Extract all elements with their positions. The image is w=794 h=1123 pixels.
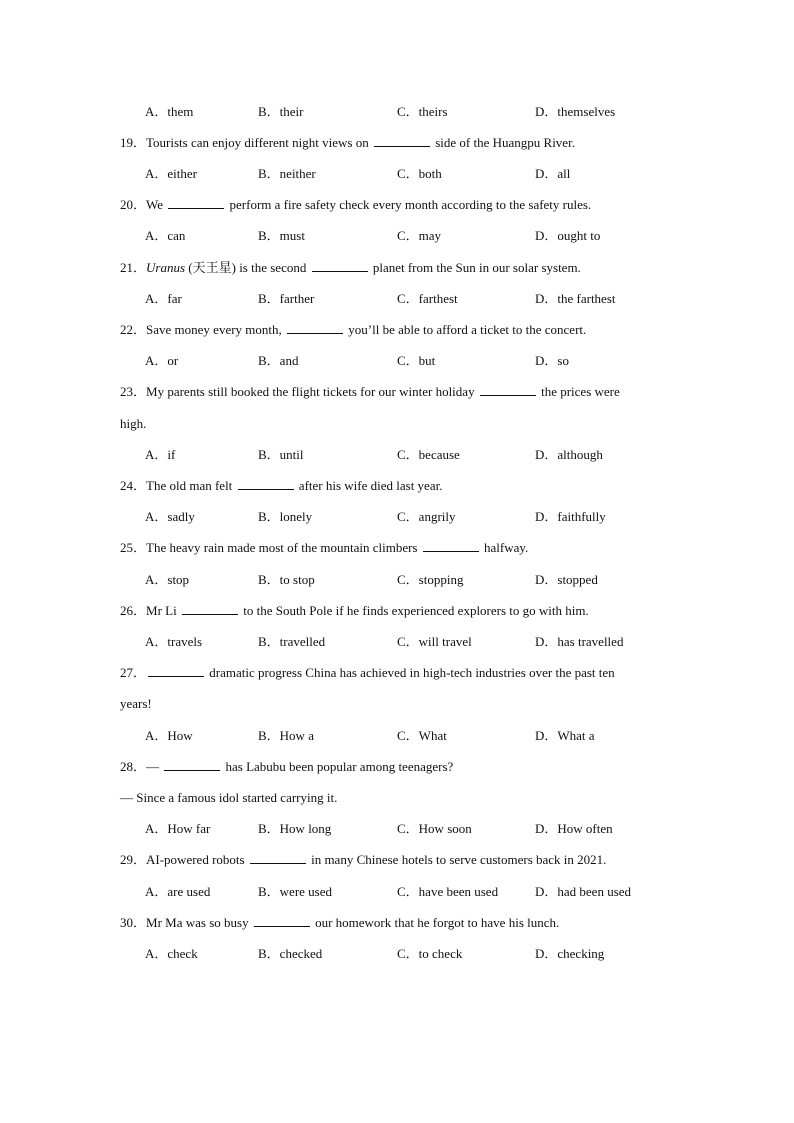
question-number: 26．	[120, 603, 147, 618]
q18-options	[145, 102, 705, 122]
answer-blank	[238, 477, 294, 490]
q20-options	[145, 226, 705, 246]
option-c: C．How soon	[397, 821, 472, 836]
question-number: 28．	[120, 759, 147, 774]
option-a: A．stop	[145, 572, 190, 587]
question-text-post: to the South Pole if he finds experienced explorers to go with him.	[243, 603, 589, 618]
answer-blank	[148, 664, 204, 677]
option-b: B．were used	[258, 884, 333, 899]
option-d: D．stopped	[535, 572, 598, 587]
question-text-post: side of the Huangpu River.	[435, 135, 575, 150]
question-25	[120, 538, 680, 558]
option-d: D．so	[535, 353, 569, 368]
option-b: B．their	[258, 104, 304, 119]
q27-options	[145, 726, 705, 746]
option-b: B．How a	[258, 728, 314, 743]
question-29	[120, 850, 680, 870]
answer-blank	[164, 758, 220, 771]
option-b: B．travelled	[258, 634, 326, 649]
option-d: D．all	[535, 166, 571, 181]
question-20	[120, 195, 680, 215]
option-b: B．until	[258, 447, 304, 462]
q28-options	[145, 819, 705, 839]
q30-options	[145, 944, 705, 964]
option-a: A．How far	[145, 821, 211, 836]
question-text-post: in many Chinese hotels to serve customers back in 2021.	[311, 852, 607, 867]
option-c: C．stopping	[397, 572, 464, 587]
question-text-post: dramatic progress China has achieved in high-tech industries over the past ten	[209, 665, 615, 680]
question-text-post: planet from the Sun in our solar system.	[372, 260, 581, 275]
question-text-post: after his wife died last year.	[298, 478, 443, 493]
q21-options	[145, 289, 705, 309]
dialogue-reply: — Since a famous idol started carrying it.	[120, 790, 338, 805]
question-number: 29．	[120, 852, 147, 867]
answer-blank	[182, 602, 238, 615]
question-text-continued: years!	[120, 696, 152, 711]
q22-options	[145, 351, 705, 371]
q24-options	[145, 507, 705, 527]
question-number: 20．	[120, 197, 147, 212]
answer-blank	[254, 914, 310, 927]
option-c: C．both	[397, 166, 442, 181]
question-23	[120, 382, 680, 402]
option-c: C．angrily	[397, 509, 456, 524]
question-27	[120, 663, 680, 683]
option-b: B．must	[258, 228, 305, 243]
option-a: A．far	[145, 291, 182, 306]
option-a: A．or	[145, 353, 179, 368]
question-text-post: you’ll be able to afford a ticket to the concert.	[348, 322, 587, 337]
question-number: 25．	[120, 540, 147, 555]
question-text-pre: The old man felt	[146, 478, 233, 493]
answer-blank	[168, 196, 224, 209]
q19-options	[145, 164, 705, 184]
option-c: C．have been used	[397, 884, 499, 899]
option-a: A．are used	[145, 884, 211, 899]
option-a: A．if	[145, 447, 176, 462]
question-text-pre: We	[146, 197, 164, 212]
option-a: A．them	[145, 104, 194, 119]
option-b: B．farther	[258, 291, 315, 306]
option-c: C．because	[397, 447, 460, 462]
q23-options	[145, 445, 705, 465]
q26-options	[145, 632, 705, 652]
question-28-reply	[120, 788, 680, 808]
option-b: B．lonely	[258, 509, 313, 524]
option-c: C．will travel	[397, 634, 472, 649]
option-d: D．had been used	[535, 884, 632, 899]
question-number: 24．	[120, 478, 147, 493]
option-a: A．either	[145, 166, 197, 181]
question-21	[120, 258, 680, 278]
question-text-continued: high.	[120, 416, 147, 431]
question-text-pre: The heavy rain made most of the mountain climbers	[146, 540, 418, 555]
option-b: B．to stop	[258, 572, 315, 587]
question-23-continued	[120, 414, 680, 434]
option-d: D．the farthest	[535, 291, 616, 306]
question-text-pre: AI-powered robots	[146, 852, 245, 867]
option-a: A．check	[145, 946, 198, 961]
q25-options	[145, 570, 705, 590]
question-text-post: our homework that he forgot to have his lunch.	[315, 915, 560, 930]
option-b: B．How long	[258, 821, 332, 836]
question-24	[120, 476, 680, 496]
question-text-pre: My parents still booked the flight tickets for our winter holiday	[146, 384, 475, 399]
option-d: D．has travelled	[535, 634, 624, 649]
question-number: 30．	[120, 915, 147, 930]
answer-blank	[374, 134, 430, 147]
question-27-continued	[120, 694, 680, 714]
option-a: A．can	[145, 228, 186, 243]
option-d: D．checking	[535, 946, 605, 961]
option-a: A．sadly	[145, 509, 195, 524]
question-19	[120, 133, 680, 153]
question-text-pre: Mr Li	[146, 603, 177, 618]
question-26	[120, 601, 680, 621]
option-a: A．travels	[145, 634, 203, 649]
question-22	[120, 320, 680, 340]
question-28	[120, 757, 680, 777]
answer-blank	[287, 321, 343, 334]
option-c: C．may	[397, 228, 442, 243]
question-text-post: the prices were	[541, 384, 620, 399]
question-number: 23．	[120, 384, 147, 399]
option-c: C．farthest	[397, 291, 458, 306]
option-c: C．but	[397, 353, 436, 368]
option-a: A．How	[145, 728, 193, 743]
answer-blank	[250, 851, 306, 864]
question-30	[120, 913, 680, 933]
option-c: C．theirs	[397, 104, 448, 119]
question-text-pre: —	[146, 759, 160, 774]
option-b: B．neither	[258, 166, 316, 181]
question-text-pre: Tourists can enjoy different night views on	[146, 135, 369, 150]
option-d: D．ought to	[535, 228, 601, 243]
answer-blank	[480, 383, 536, 396]
option-b: B．checked	[258, 946, 323, 961]
q29-options	[145, 882, 705, 902]
question-number: 22．	[120, 322, 147, 337]
option-d: D．How often	[535, 821, 613, 836]
question-text-pre: Mr Ma was so busy	[146, 915, 249, 930]
option-d: D．What a	[535, 728, 595, 743]
question-text-post: has Labubu been popular among teenagers?	[225, 759, 454, 774]
option-b: B．and	[258, 353, 299, 368]
option-c: C．What	[397, 728, 447, 743]
question-text-post: halfway.	[484, 540, 529, 555]
answer-blank	[423, 539, 479, 552]
question-number: 21．	[120, 260, 147, 275]
question-number: 27．	[120, 665, 147, 680]
answer-blank	[312, 259, 368, 272]
question-text-pre: Save money every month,	[146, 322, 282, 337]
option-c: C．to check	[397, 946, 463, 961]
question-number: 19．	[120, 135, 147, 150]
italic-term: Uranus	[146, 260, 186, 275]
question-text-post: perform a fire safety check every month according to the safety rules.	[229, 197, 592, 212]
option-d: D．themselves	[535, 104, 616, 119]
option-d: D．faithfully	[535, 509, 606, 524]
option-d: D．although	[535, 447, 603, 462]
question-text-pre: (天王星) is the second	[185, 260, 307, 275]
